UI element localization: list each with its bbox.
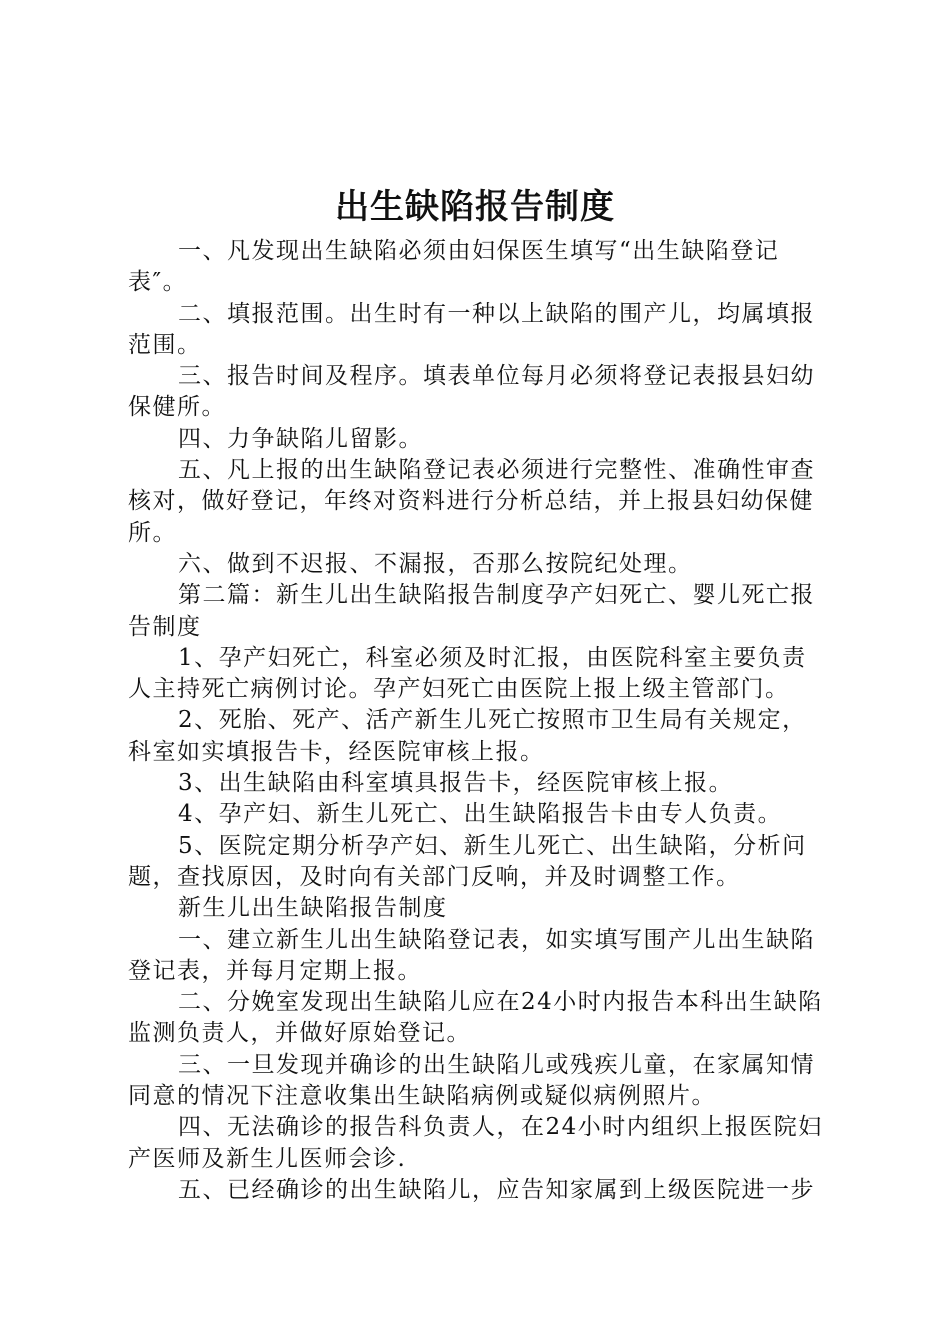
- section-heading: 第二篇：新生儿出生缺陷报告制度孕产妇死亡、婴儿死亡报告制度: [128, 582, 815, 640]
- paragraph: 二、填报范围。出生时有一种以上缺陷的围产儿，均属填报范围。: [128, 300, 815, 358]
- paragraph: 5、医院定期分析孕产妇、新生儿死亡、出生缺陷，分析问题，查找原因，及时向有关部门反响，并及时调整工作。: [128, 832, 807, 890]
- paragraph: 3、出生缺陷由科室填具报告卡，经医院审核上报。: [178, 770, 734, 797]
- paragraph: 4、孕产妇、新生儿死亡、出生缺陷报告卡由专人负责。: [178, 801, 783, 828]
- paragraph: 一、凡发现出生缺陷必须由妇保医生填写“出生缺陷登记表″。: [128, 238, 780, 296]
- paragraph: 二、分娩室发现出生缺陷儿应在24小时内报告本科出生缺陷监测负责人，并做好原始登记。: [128, 989, 823, 1047]
- paragraph: 三、一旦发现并确诊的出生缺陷儿或残疾儿童，在家属知情同意的情况下注意收集出生缺陷病例或疑似病例照片。: [128, 1051, 815, 1110]
- paragraph: 1、孕产妇死亡，科室必须及时汇报，由医院科室主要负责人主持死亡病例讨论。孕产妇死亡由医院上报上级主管部门。: [128, 644, 807, 703]
- paragraph: 四、力争缺陷儿留影。: [178, 425, 423, 452]
- paragraph: 五、已经确诊的出生缺陷儿，应告知家属到上级医院进一步: [178, 1176, 815, 1203]
- paragraph: 六、做到不迟报、不漏报，否那么按院纪处理。: [178, 550, 693, 577]
- document-title: 出生缺陷报告制度: [335, 187, 615, 227]
- paragraph: 一、建立新生儿出生缺陷登记表，如实填写围产儿出生缺陷登记表，并每月定期上报。: [128, 926, 815, 984]
- paragraph: 2、死胎、死产、活产新生儿死亡按照市卫生局有关规定，科室如实填报告卡，经医院审核上报。: [128, 707, 807, 765]
- document-body: [128, 236, 828, 1206]
- paragraph: 四、无法确诊的报告科负责人，在24小时内组织上报医院妇产医师及新生儿医师会诊.: [128, 1114, 823, 1172]
- paragraph: 三、报告时间及程序。填表单位每月必须将登记表报县妇幼保健所。: [128, 363, 815, 421]
- section-heading: 新生儿出生缺陷报告制度: [178, 895, 448, 922]
- paragraph: 五、凡上报的出生缺陷登记表必须进行完整性、准确性审查核对，做好登记，年终对资料进行分析总结，并上报县妇幼保健所。: [128, 457, 815, 546]
